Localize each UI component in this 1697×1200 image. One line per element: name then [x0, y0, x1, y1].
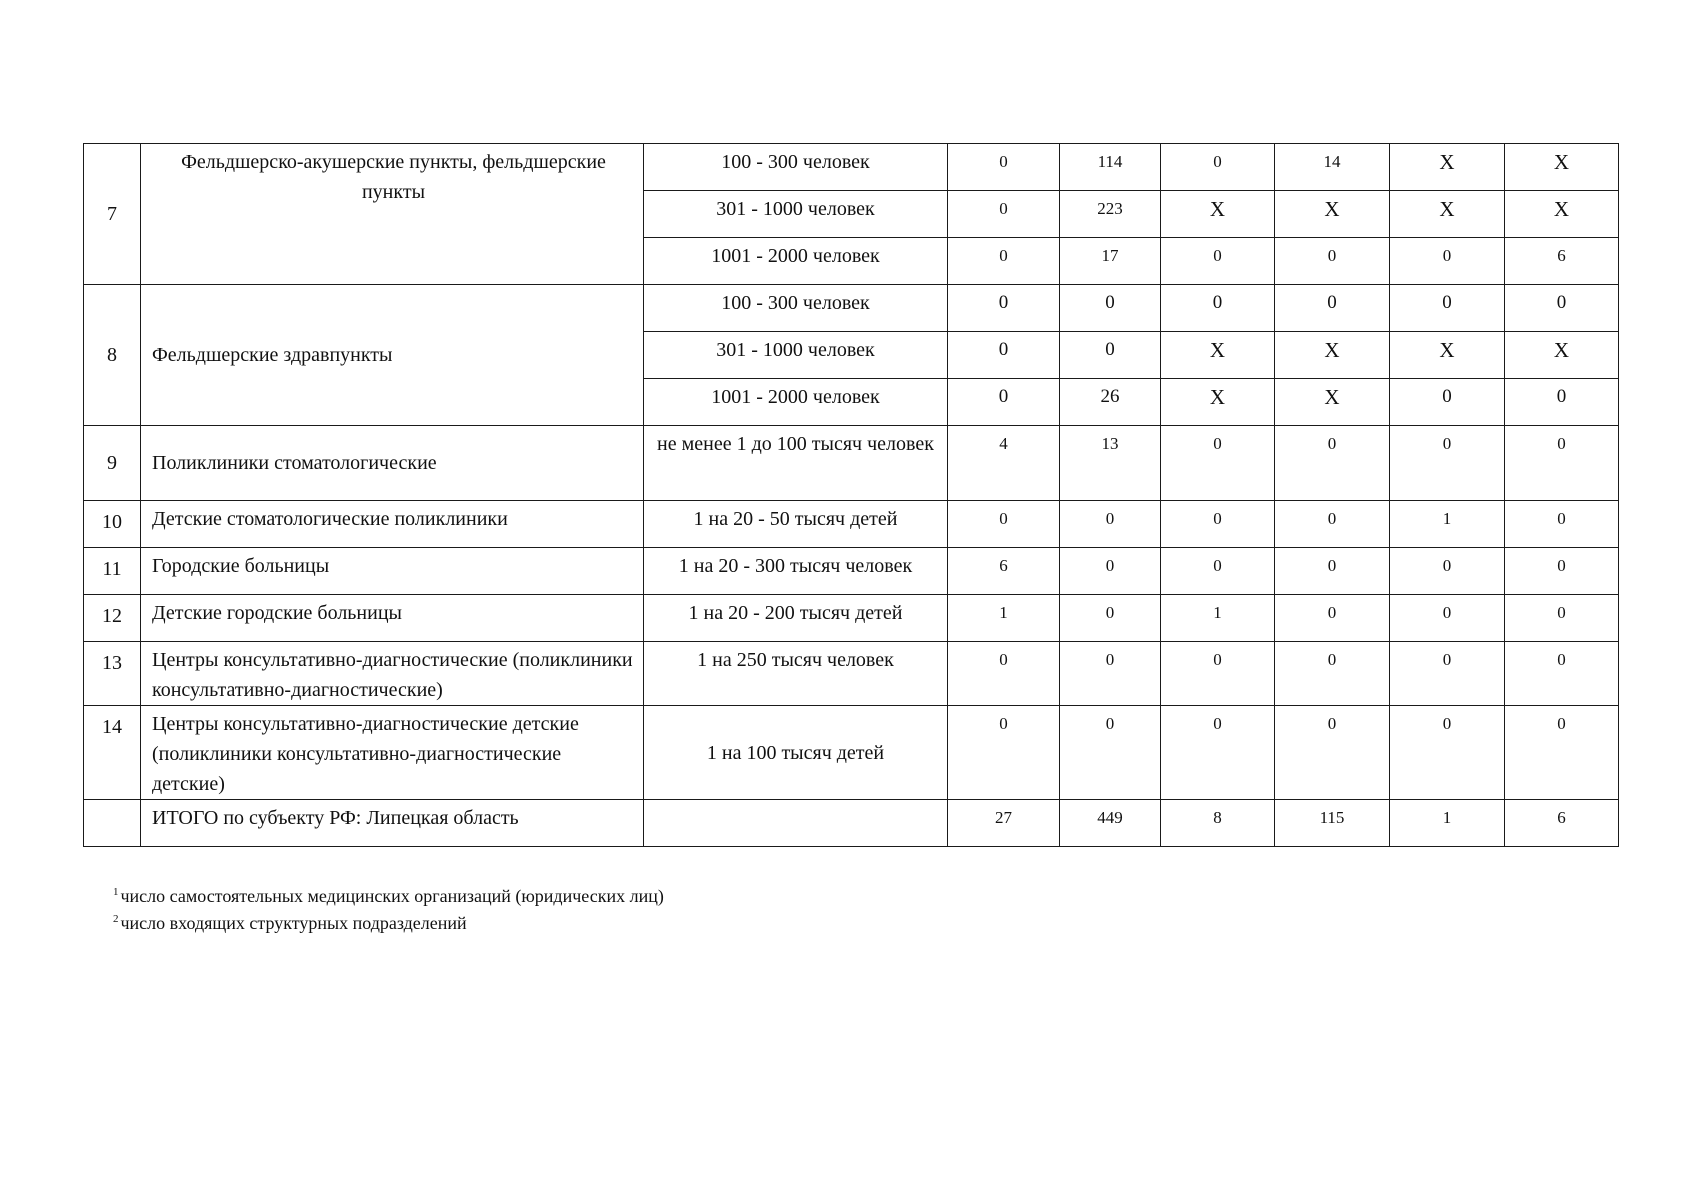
- row-number: 10: [84, 501, 141, 548]
- value-cell: 0: [1060, 332, 1161, 379]
- footnote-2: [113, 908, 664, 935]
- value-cell: 0: [1275, 501, 1390, 548]
- facility-type: Детские городские больницы: [141, 595, 644, 642]
- table-row: [84, 642, 1619, 706]
- value-cell: 26: [1060, 379, 1161, 426]
- table-row: [84, 426, 1619, 501]
- value-cell: 0: [1060, 285, 1161, 332]
- value-cell: 0: [948, 501, 1060, 548]
- value-cell: 0: [1505, 501, 1619, 548]
- value-cell: 223: [1060, 191, 1161, 238]
- value-cell: 0: [1390, 548, 1505, 595]
- norm-cell: 1 на 100 тысяч детей: [644, 706, 948, 800]
- row-number: 12: [84, 595, 141, 642]
- value-cell: 0: [948, 285, 1060, 332]
- value-cell: X: [1390, 332, 1505, 379]
- value-cell: 1: [948, 595, 1060, 642]
- norm-cell: 1001 - 2000 человек: [644, 379, 948, 426]
- footnote-text: число входящих структурных подразделений: [120, 913, 467, 933]
- facility-type: Городские больницы: [141, 548, 644, 595]
- value-cell: 0: [1161, 426, 1275, 501]
- value-cell: 0: [1060, 706, 1161, 800]
- value-cell: 0: [1390, 379, 1505, 426]
- value-cell: X: [1161, 379, 1275, 426]
- value-cell: 0: [1161, 501, 1275, 548]
- value-cell: 0: [1275, 548, 1390, 595]
- value-cell: 0: [1390, 426, 1505, 501]
- value-cell: 1: [1161, 595, 1275, 642]
- table-row: [84, 501, 1619, 548]
- row-number: 14: [84, 706, 141, 800]
- value-cell: X: [1505, 191, 1619, 238]
- value-cell: 449: [1060, 800, 1161, 847]
- footnote-1: [113, 881, 664, 908]
- value-cell: 0: [1161, 548, 1275, 595]
- norm-cell: 1 на 20 - 50 тысяч детей: [644, 501, 948, 548]
- footnote-mark: 2: [113, 913, 119, 925]
- value-cell: 27: [948, 800, 1060, 847]
- value-cell: 0: [1390, 706, 1505, 800]
- value-cell: X: [1275, 332, 1390, 379]
- value-cell: 1: [1390, 800, 1505, 847]
- value-cell: 0: [948, 379, 1060, 426]
- value-cell: 6: [1505, 800, 1619, 847]
- value-cell: X: [1275, 379, 1390, 426]
- value-cell: 0: [1275, 285, 1390, 332]
- table-row: [84, 800, 1619, 847]
- norm-cell: 1 на 250 тысяч человек: [644, 642, 948, 706]
- value-cell: 0: [1060, 642, 1161, 706]
- row-number: [84, 800, 141, 847]
- norm-cell: 1001 - 2000 человек: [644, 238, 948, 285]
- value-cell: 0: [948, 706, 1060, 800]
- value-cell: 13: [1060, 426, 1161, 501]
- value-cell: 0: [1505, 285, 1619, 332]
- value-cell: 14: [1275, 144, 1390, 191]
- value-cell: X: [1390, 144, 1505, 191]
- value-cell: 0: [1275, 426, 1390, 501]
- value-cell: 17: [1060, 238, 1161, 285]
- value-cell: 0: [1390, 238, 1505, 285]
- norm-cell: 301 - 1000 человек: [644, 332, 948, 379]
- value-cell: 114: [1060, 144, 1161, 191]
- value-cell: 0: [1390, 595, 1505, 642]
- value-cell: 0: [948, 332, 1060, 379]
- footnote-mark: 1: [113, 886, 119, 898]
- value-cell: 0: [1060, 501, 1161, 548]
- row-number: 9: [84, 426, 141, 501]
- table-row: [84, 548, 1619, 595]
- value-cell: 0: [1060, 595, 1161, 642]
- value-cell: 0: [948, 238, 1060, 285]
- value-cell: 0: [1161, 706, 1275, 800]
- value-cell: 0: [1161, 238, 1275, 285]
- table-row: [84, 595, 1619, 642]
- value-cell: X: [1275, 191, 1390, 238]
- value-cell: 0: [948, 191, 1060, 238]
- value-cell: X: [1161, 191, 1275, 238]
- value-cell: 0: [1505, 706, 1619, 800]
- value-cell: 0: [1275, 642, 1390, 706]
- value-cell: 0: [1060, 548, 1161, 595]
- value-cell: 0: [1161, 285, 1275, 332]
- facility-type: Фельдшерско-акушерские пункты, фельдшерские пункты: [141, 144, 644, 285]
- footnote-text: число самостоятельных медицинских организаций (юридических лиц): [120, 886, 664, 906]
- value-cell: 0: [1275, 595, 1390, 642]
- norm-cell: [644, 800, 948, 847]
- value-cell: 4: [948, 426, 1060, 501]
- norm-cell: не менее 1 до 100 тысяч человек: [644, 426, 948, 501]
- table-row: [84, 706, 1619, 800]
- value-cell: 0: [1505, 548, 1619, 595]
- value-cell: 0: [1161, 642, 1275, 706]
- value-cell: 0: [1505, 642, 1619, 706]
- value-cell: X: [1390, 191, 1505, 238]
- value-cell: 0: [948, 144, 1060, 191]
- facilities-table: [83, 143, 1619, 847]
- value-cell: 0: [1505, 379, 1619, 426]
- facility-type: Центры консультативно-диагностические (поликлиники консультативно-диагностические): [141, 642, 644, 706]
- value-cell: X: [1505, 332, 1619, 379]
- facility-type: Центры консультативно-диагностические детские (поликлиники консультативно-диагностические детские): [141, 706, 644, 800]
- row-number: 11: [84, 548, 141, 595]
- value-cell: 0: [1505, 426, 1619, 501]
- value-cell: 0: [1505, 595, 1619, 642]
- table-row: [84, 144, 1619, 191]
- norm-cell: 1 на 20 - 200 тысяч детей: [644, 595, 948, 642]
- value-cell: 115: [1275, 800, 1390, 847]
- value-cell: 0: [1390, 285, 1505, 332]
- table-row: [84, 285, 1619, 332]
- facility-type: Фельдшерские здравпункты: [141, 285, 644, 426]
- norm-cell: 100 - 300 человек: [644, 285, 948, 332]
- value-cell: X: [1161, 332, 1275, 379]
- value-cell: 6: [948, 548, 1060, 595]
- facility-type: Детские стоматологические поликлиники: [141, 501, 644, 548]
- row-number: 7: [84, 144, 141, 285]
- norm-cell: 100 - 300 человек: [644, 144, 948, 191]
- value-cell: 1: [1390, 501, 1505, 548]
- footnotes: [113, 881, 664, 935]
- table-body: [84, 144, 1619, 847]
- value-cell: 0: [1390, 642, 1505, 706]
- value-cell: X: [1505, 144, 1619, 191]
- norm-cell: 301 - 1000 человек: [644, 191, 948, 238]
- facility-type: Поликлиники стоматологические: [141, 426, 644, 501]
- row-number: 8: [84, 285, 141, 426]
- value-cell: 0: [1275, 706, 1390, 800]
- value-cell: 6: [1505, 238, 1619, 285]
- facility-type: ИТОГО по субъекту РФ: Липецкая область: [141, 800, 644, 847]
- value-cell: 0: [1275, 238, 1390, 285]
- norm-cell: 1 на 20 - 300 тысяч человек: [644, 548, 948, 595]
- value-cell: 8: [1161, 800, 1275, 847]
- value-cell: 0: [1161, 144, 1275, 191]
- row-number: 13: [84, 642, 141, 706]
- value-cell: 0: [948, 642, 1060, 706]
